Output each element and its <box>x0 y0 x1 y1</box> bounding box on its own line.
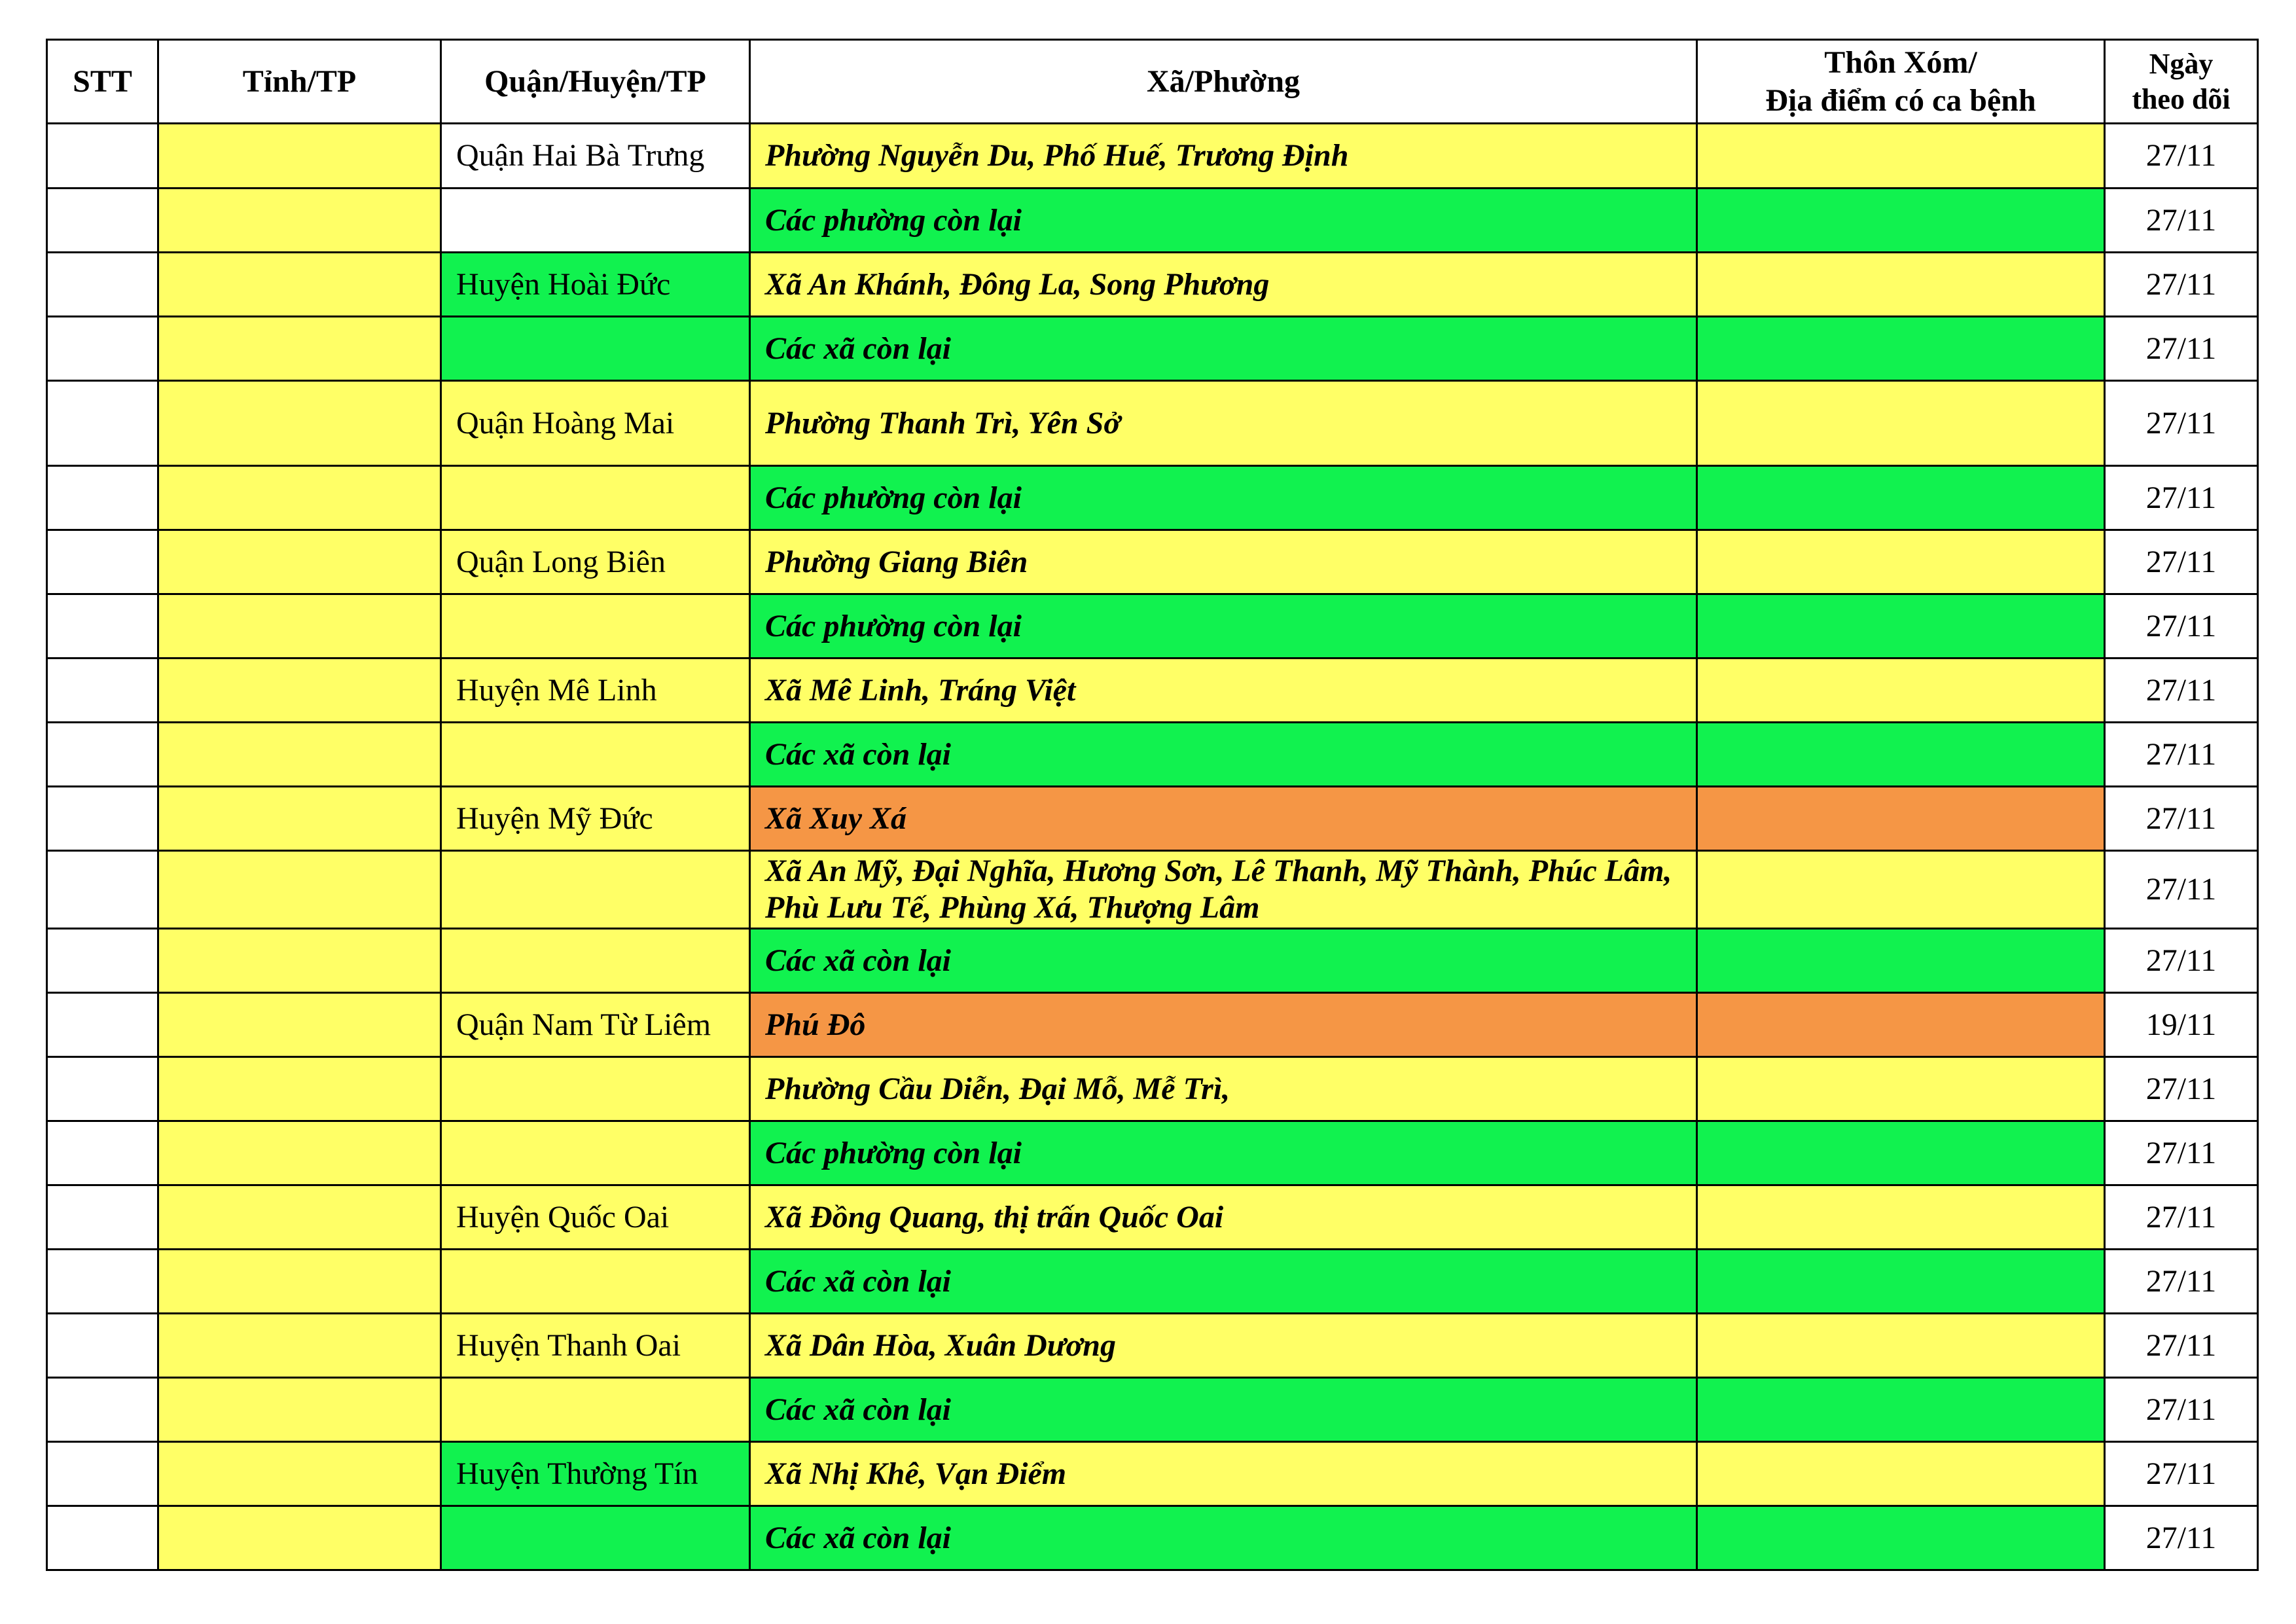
commune-cell: Phường Nguyễn Du, Phố Huế, Trương Định <box>750 124 1697 189</box>
province-cell <box>158 1057 441 1121</box>
commune-cell: Xã Dân Hòa, Xuân Dương <box>750 1314 1697 1378</box>
header-location-line1: Thôn Xóm/ <box>1824 45 1977 80</box>
location-cell <box>1697 1378 2105 1442</box>
date-cell: 27/11 <box>2105 317 2258 381</box>
stt-cell <box>47 659 158 723</box>
district-cell: Huyện Mê Linh <box>441 659 750 723</box>
stt-cell <box>47 317 158 381</box>
province-cell <box>158 1121 441 1185</box>
location-cell <box>1697 530 2105 594</box>
province-cell <box>158 1250 441 1314</box>
date-cell: 19/11 <box>2105 993 2258 1057</box>
district-cell <box>441 1506 750 1570</box>
commune-cell: Phường Cầu Diễn, Đại Mỗ, Mễ Trì, <box>750 1057 1697 1121</box>
commune-cell: Các xã còn lại <box>750 723 1697 787</box>
table-row <box>47 381 2258 466</box>
stt-cell <box>47 723 158 787</box>
district-cell: Quận Long Biên <box>441 530 750 594</box>
district-cell <box>441 929 750 993</box>
table-row <box>47 1378 2258 1442</box>
date-cell: 27/11 <box>2105 189 2258 253</box>
table-row <box>47 1442 2258 1506</box>
stt-cell <box>47 594 158 659</box>
district-cell: Huyện Thanh Oai <box>441 1314 750 1378</box>
stt-cell <box>47 787 158 851</box>
date-cell: 27/11 <box>2105 253 2258 317</box>
location-cell <box>1697 1442 2105 1506</box>
table-row <box>47 189 2258 253</box>
date-cell: 27/11 <box>2105 787 2258 851</box>
header-monitor-date <box>2105 40 2258 124</box>
table-row <box>47 659 2258 723</box>
date-cell: 27/11 <box>2105 124 2258 189</box>
province-cell <box>158 787 441 851</box>
covid-risk-table <box>46 39 2259 1571</box>
header-province: Tỉnh/TP <box>158 40 441 124</box>
district-cell: Quận Hai Bà Trưng <box>441 124 750 189</box>
province-cell <box>158 594 441 659</box>
header-stt: STT <box>47 40 158 124</box>
commune-cell: Các xã còn lại <box>750 1506 1697 1570</box>
date-cell: 27/11 <box>2105 1442 2258 1506</box>
district-cell: Quận Nam Từ Liêm <box>441 993 750 1057</box>
stt-cell <box>47 124 158 189</box>
header-district: Quận/Huyện/TP <box>441 40 750 124</box>
table-row <box>47 530 2258 594</box>
district-cell <box>441 466 750 530</box>
table-row <box>47 787 2258 851</box>
district-cell <box>441 1057 750 1121</box>
date-cell: 27/11 <box>2105 1378 2258 1442</box>
table-row <box>47 1057 2258 1121</box>
header-location-line2: Địa điểm có ca bệnh <box>1765 82 2036 118</box>
date-cell: 27/11 <box>2105 1121 2258 1185</box>
province-cell <box>158 1506 441 1570</box>
location-cell <box>1697 189 2105 253</box>
province-cell <box>158 659 441 723</box>
district-cell <box>441 1250 750 1314</box>
province-cell <box>158 1185 441 1250</box>
location-cell <box>1697 594 2105 659</box>
province-cell <box>158 723 441 787</box>
commune-cell: Xã An Khánh, Đông La, Song Phương <box>750 253 1697 317</box>
location-cell <box>1697 317 2105 381</box>
commune-cell: Phú Đô <box>750 993 1697 1057</box>
header-row <box>47 40 2258 124</box>
stt-cell <box>47 1057 158 1121</box>
table-row <box>47 723 2258 787</box>
district-cell <box>441 1378 750 1442</box>
province-cell <box>158 929 441 993</box>
commune-cell: Xã Nhị Khê, Vạn Điểm <box>750 1442 1697 1506</box>
stt-cell <box>47 1314 158 1378</box>
commune-cell: Xã Mê Linh, Tráng Việt <box>750 659 1697 723</box>
table-row <box>47 1506 2258 1570</box>
province-cell <box>158 317 441 381</box>
district-cell: Huyện Mỹ Đức <box>441 787 750 851</box>
province-cell <box>158 530 441 594</box>
header-commune: Xã/Phường <box>750 40 1697 124</box>
district-cell: Huyện Quốc Oai <box>441 1185 750 1250</box>
table-row <box>47 594 2258 659</box>
commune-cell: Xã An Mỹ, Đại Nghĩa, Hương Sơn, Lê Thanh, Mỹ Thành, Phúc Lâm, Phù Lưu Tế, Phùng Xá, Thượng Lâm <box>750 851 1697 929</box>
province-cell <box>158 1442 441 1506</box>
stt-cell <box>47 993 158 1057</box>
stt-cell <box>47 1506 158 1570</box>
location-cell <box>1697 466 2105 530</box>
date-cell: 27/11 <box>2105 1057 2258 1121</box>
stt-cell <box>47 1185 158 1250</box>
district-cell: Huyện Thường Tín <box>441 1442 750 1506</box>
location-cell <box>1697 1185 2105 1250</box>
table-body <box>47 124 2258 1570</box>
date-cell: 27/11 <box>2105 530 2258 594</box>
province-cell <box>158 466 441 530</box>
location-cell <box>1697 1057 2105 1121</box>
commune-cell: Xã Xuy Xá <box>750 787 1697 851</box>
province-cell <box>158 253 441 317</box>
stt-cell <box>47 253 158 317</box>
table-row <box>47 253 2258 317</box>
location-cell <box>1697 851 2105 929</box>
date-cell: 27/11 <box>2105 659 2258 723</box>
table-row <box>47 1314 2258 1378</box>
commune-cell: Phường Giang Biên <box>750 530 1697 594</box>
district-cell <box>441 1121 750 1185</box>
location-cell <box>1697 659 2105 723</box>
location-cell <box>1697 929 2105 993</box>
commune-cell: Phường Thanh Trì, Yên Sở <box>750 381 1697 466</box>
district-cell <box>441 594 750 659</box>
commune-cell: Các phường còn lại <box>750 466 1697 530</box>
location-cell <box>1697 1121 2105 1185</box>
commune-cell: Các phường còn lại <box>750 189 1697 253</box>
location-cell <box>1697 124 2105 189</box>
table-row <box>47 929 2258 993</box>
date-cell: 27/11 <box>2105 851 2258 929</box>
date-cell: 27/11 <box>2105 381 2258 466</box>
district-cell <box>441 317 750 381</box>
date-cell: 27/11 <box>2105 723 2258 787</box>
location-cell <box>1697 723 2105 787</box>
date-cell: 27/11 <box>2105 594 2258 659</box>
province-cell <box>158 993 441 1057</box>
commune-cell: Các xã còn lại <box>750 317 1697 381</box>
stt-cell <box>47 530 158 594</box>
province-cell <box>158 189 441 253</box>
commune-cell: Các xã còn lại <box>750 929 1697 993</box>
commune-cell: Xã Đồng Quang, thị trấn Quốc Oai <box>750 1185 1697 1250</box>
location-cell <box>1697 381 2105 466</box>
district-cell: Huyện Hoài Đức <box>441 253 750 317</box>
location-cell <box>1697 1250 2105 1314</box>
location-cell <box>1697 993 2105 1057</box>
table-row <box>47 1121 2258 1185</box>
district-cell <box>441 723 750 787</box>
header-date-line1: Ngày <box>2149 47 2214 80</box>
date-cell: 27/11 <box>2105 466 2258 530</box>
province-cell <box>158 124 441 189</box>
stt-cell <box>47 1121 158 1185</box>
header-location <box>1697 40 2105 124</box>
province-cell <box>158 851 441 929</box>
stt-cell <box>47 466 158 530</box>
date-cell: 27/11 <box>2105 1506 2258 1570</box>
table-row <box>47 993 2258 1057</box>
date-cell: 27/11 <box>2105 1250 2258 1314</box>
province-cell <box>158 1314 441 1378</box>
stt-cell <box>47 1442 158 1506</box>
table-row <box>47 1185 2258 1250</box>
location-cell <box>1697 1314 2105 1378</box>
commune-cell: Các phường còn lại <box>750 1121 1697 1185</box>
location-cell <box>1697 787 2105 851</box>
stt-cell <box>47 1378 158 1442</box>
district-cell <box>441 189 750 253</box>
location-cell <box>1697 253 2105 317</box>
commune-cell: Các xã còn lại <box>750 1378 1697 1442</box>
stt-cell <box>47 189 158 253</box>
table-row <box>47 317 2258 381</box>
district-cell <box>441 851 750 929</box>
stt-cell <box>47 1250 158 1314</box>
table-row <box>47 1250 2258 1314</box>
stt-cell <box>47 851 158 929</box>
province-cell <box>158 381 441 466</box>
location-cell <box>1697 1506 2105 1570</box>
table-row <box>47 466 2258 530</box>
date-cell: 27/11 <box>2105 1185 2258 1250</box>
stt-cell <box>47 929 158 993</box>
date-cell: 27/11 <box>2105 929 2258 993</box>
date-cell: 27/11 <box>2105 1314 2258 1378</box>
stt-cell <box>47 381 158 466</box>
district-cell: Quận Hoàng Mai <box>441 381 750 466</box>
table-row <box>47 124 2258 189</box>
commune-cell: Các phường còn lại <box>750 594 1697 659</box>
commune-cell: Các xã còn lại <box>750 1250 1697 1314</box>
header-date-line2: theo dõi <box>2132 82 2231 115</box>
table-row <box>47 851 2258 929</box>
province-cell <box>158 1378 441 1442</box>
